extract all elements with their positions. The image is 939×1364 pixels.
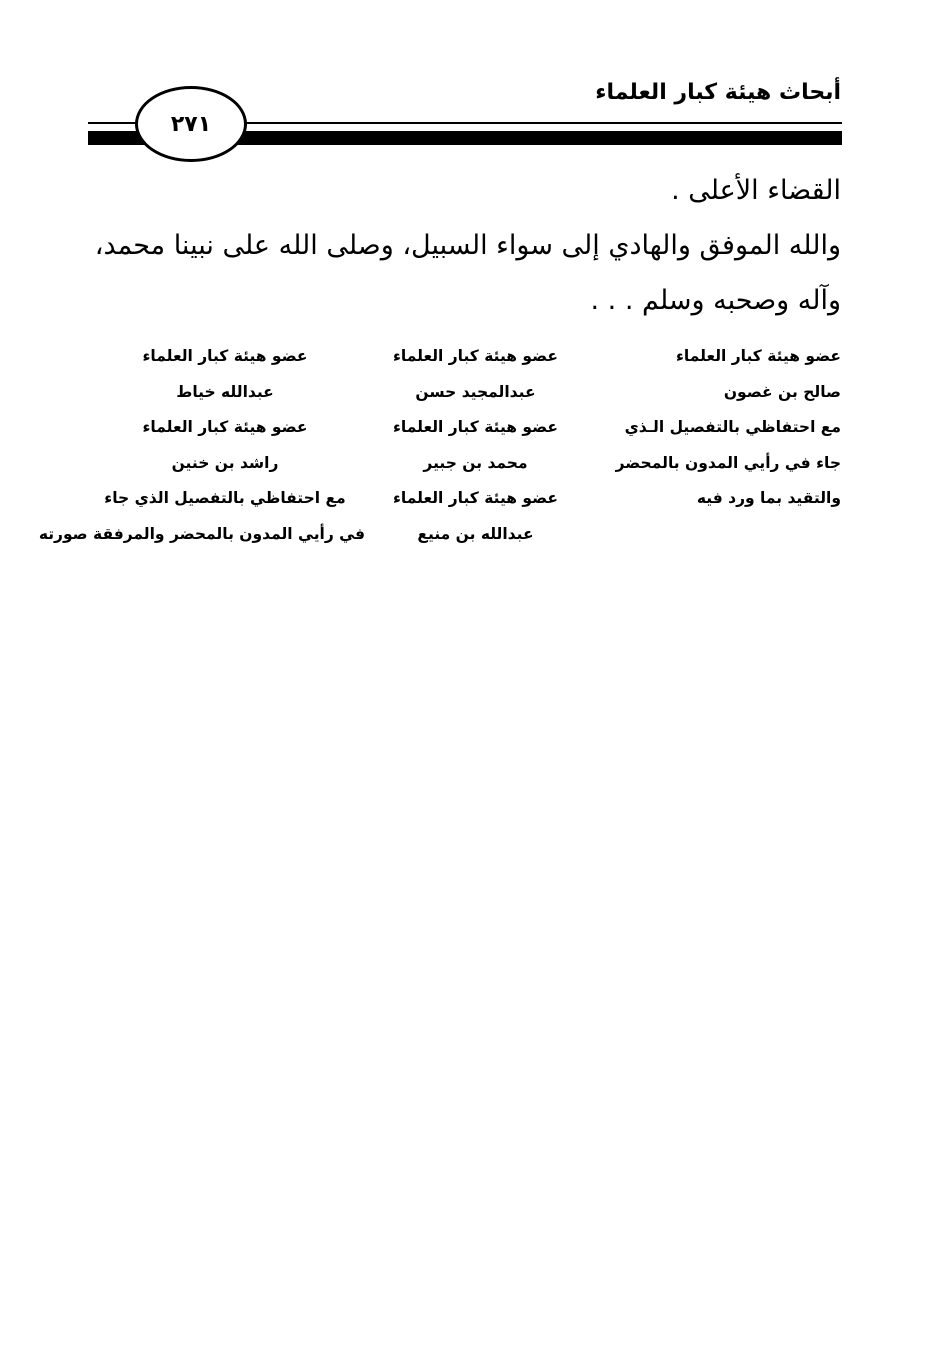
signature-title: عضو هيئة كبار العلماء	[393, 418, 558, 436]
signature-title: عضو هيئة كبار العلماء	[142, 418, 308, 436]
reservation-note: والتقيد بما ورد فيه	[696, 489, 841, 507]
signatory-name: عبدالله بن منيع	[417, 524, 534, 543]
signature-title: عضو هيئة كبار العلماء	[142, 347, 308, 365]
reservation-note: مع احتفاظي بالتفصيل الذي جاء	[104, 489, 346, 507]
body-line-2: والله الموفق والهادي إلى سواء السبيل، وصلى الله على نبينا محمد،	[94, 230, 841, 261]
signature-column-left	[38, 339, 365, 552]
signature-title: عضو هيئة كبار العلماء	[393, 489, 558, 507]
reservation-note: مع احتفاظي بالتفصيل الـذي	[624, 418, 841, 436]
signatory-name: صالح بن غصون	[723, 382, 841, 401]
body-line-1: القضاء الأعلى .	[671, 175, 841, 206]
signature-column-middle	[388, 339, 563, 552]
reservation-note: جاء في رأيي المدون بالمحضر	[615, 453, 841, 472]
page-number-oval	[135, 86, 247, 162]
signature-title: عضو هيئة كبار العلماء	[676, 347, 841, 365]
body-line-3: وآله وصحبه وسلم . . .	[590, 285, 841, 316]
reservation-note: في رأيي المدون بالمحضر والمرفقة صورته	[38, 524, 365, 543]
running-header-title: أبحاث هيئة كبار العلماء	[595, 80, 841, 105]
signatory-name: راشد بن خنين	[171, 453, 279, 472]
signatory-name: عبدالمجيد حسن	[415, 382, 536, 401]
signature-title: عضو هيئة كبار العلماء	[393, 347, 558, 365]
signatory-name: عبدالله خياط	[176, 382, 274, 401]
signatory-name: محمد بن جبير	[423, 453, 528, 472]
signature-column-right	[615, 339, 841, 517]
page-number: ٢٧١	[170, 111, 212, 137]
